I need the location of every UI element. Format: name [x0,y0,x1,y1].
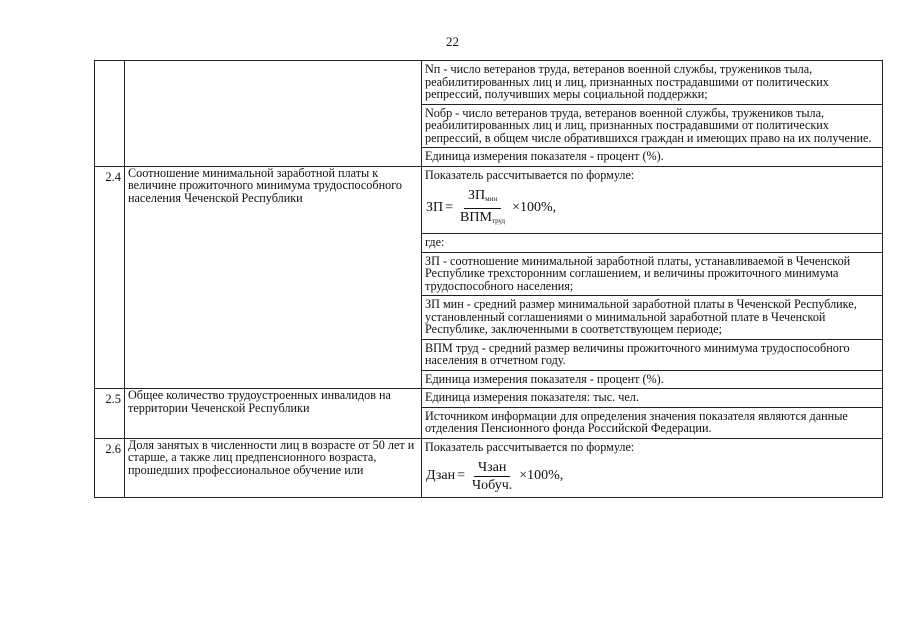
row-name [125,61,422,167]
page-number: 22 [446,34,459,49]
definition-paragraph: Nп - число ветеранов труда, ветеранов военной службы, тружеников тыла, реабилитированных лиц и лиц, признанных пострадавшими от политических репрессий, получивших меры социальной поддержки; [422,61,882,105]
formula-lhs: Дзан [426,468,456,484]
formula-multiplier: ×100%, [512,200,557,216]
formula-fraction [468,460,516,493]
denominator-main: ВПМ [460,210,492,225]
formula [422,184,882,234]
row-number: 2.4 [95,166,125,389]
formula-numerator [464,188,501,209]
formula [422,456,882,497]
formula-numerator: Чзан [474,460,510,477]
row-description [422,438,883,498]
table-row-continuation [95,61,883,167]
unit-paragraph: Единица измерения показателя: тыс. чел. [422,389,882,408]
numerator-subscript: мин [485,195,498,203]
row-name: Общее количество трудоустроенных инвалидов на территории Чеченской Республики [125,389,422,439]
source-paragraph: Источником информации для определения значения показателя являются данные отделения Пенсионного фонда Российской Федерации. [425,408,848,435]
definition-paragraph: ЗП - соотношение минимальной заработной платы, устанавливаемой в Чеченской Республике трехсторонним соглашением, и величины прожиточного минимума трудоспособного населения; [422,253,882,297]
row-name: Соотношение минимальной заработной платы к величине прожиточного минимума трудоспособного населения Чеченской Республики [125,166,422,389]
row-description [422,61,883,167]
definition-paragraph: ВПМ труд - средний размер величины прожиточного минимума трудоспособного населения в отчетном году. [422,340,882,371]
table-row-2-6 [95,438,883,498]
formula-intro: Показатель рассчитывается по формуле: [425,167,635,182]
row-name: Доля занятых в численности лиц в возрасте от 50 лет и старше, а также лиц предпенсионного возраста, прошедших профессиональное обучение или [125,438,422,498]
formula-fraction [456,188,509,229]
indicators-table [94,60,883,498]
definition-paragraph: ЗП мин - средний размер минимальной заработной платы в Чеченской Республике, установленный соглашениями о минимальной заработной плате в Чеченской Республике, заключенными в соответствующем периоде; [422,296,882,340]
formula-equals: = [445,200,454,216]
formula-multiplier: ×100%, [519,468,564,484]
unit-paragraph: Единица измерения показателя - процент (%). [425,371,664,386]
where-label: где: [422,234,882,253]
unit-paragraph: Единица измерения показателя - процент (%). [425,149,664,163]
row-description [422,389,883,439]
formula-equals: = [457,468,466,484]
row-number [95,61,125,167]
numerator-main: ЗП [468,188,486,203]
definition-paragraph: Nобр - число ветеранов труда, ветеранов военной службы, тружеников тыла, реабилитированных лиц и лиц, признанных пострадавшими от политических репрессий, в общем числе обратившихся граждан и имеющих право на их получение. [422,105,882,149]
formula-denominator [456,209,509,229]
row-number: 2.6 [95,438,125,498]
denominator-subscript: труд [491,217,506,225]
row-description [422,166,883,389]
formula-lhs: ЗП [426,200,444,216]
table-row-2-5 [95,389,883,439]
table-row-2-4 [95,166,883,389]
formula-denominator: Чобуч. [472,478,513,493]
row-number: 2.5 [95,389,125,439]
formula-intro: Показатель рассчитывается по формуле: [425,439,635,454]
